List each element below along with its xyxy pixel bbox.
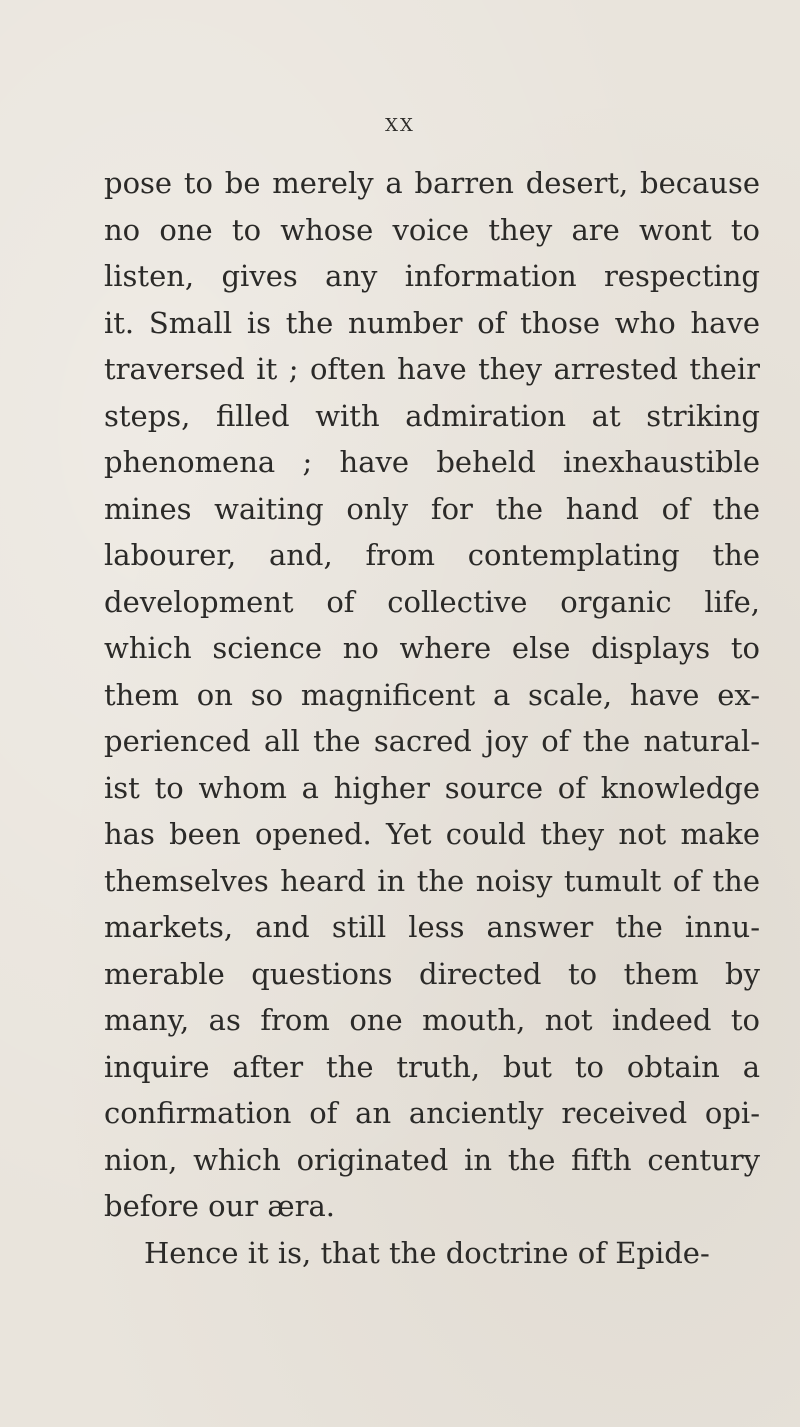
text-line: listen, gives any information respecting <box>104 259 760 293</box>
text-line: markets, and still less answer the innu- <box>104 910 760 944</box>
text-line: labourer, and, from contemplating the <box>104 538 760 572</box>
text-line: phenomena ; have beheld inexhaustible <box>104 445 760 479</box>
text-line: Hence it is, that the doctrine of Epide- <box>144 1235 710 1270</box>
text-line: mines waiting only for the hand of the <box>104 491 760 526</box>
text-line: traversed it ; often have they arrested their <box>104 352 760 386</box>
text-line: themselves heard in the noisy tumult of the <box>104 863 760 898</box>
text-line: pose to be merely a barren desert, because <box>104 166 760 200</box>
text-line: them on so magnificent a scale, have ex- <box>104 677 760 712</box>
text-line: perienced all the sacred joy of the natural- <box>104 724 760 758</box>
body-text <box>104 160 760 1276</box>
page-number: xx <box>385 108 415 138</box>
text-line: which science no where else displays to <box>104 631 760 665</box>
text-line: development of collective organic life, <box>104 584 760 619</box>
text-line: ist to whom a higher source of knowledge <box>104 770 760 805</box>
text-line: it. Small is the number of those who have <box>104 305 760 340</box>
text-line: inquire after the truth, but to obtain a <box>104 1049 760 1084</box>
text-line: has been opened. Yet could they not make <box>104 817 760 851</box>
text-line: before our æra. <box>104 1189 336 1223</box>
text-line: many, as from one mouth, not indeed to <box>104 1003 760 1037</box>
text-line: steps, filled with admiration at striking <box>104 398 760 433</box>
text-line: no one to whose voice they are wont to <box>104 212 760 247</box>
text-line: confirmation of an anciently received opi- <box>104 1096 760 1130</box>
text-line: merable questions directed to them by <box>104 956 760 991</box>
text-line: nion, which originated in the fifth century <box>104 1142 760 1177</box>
